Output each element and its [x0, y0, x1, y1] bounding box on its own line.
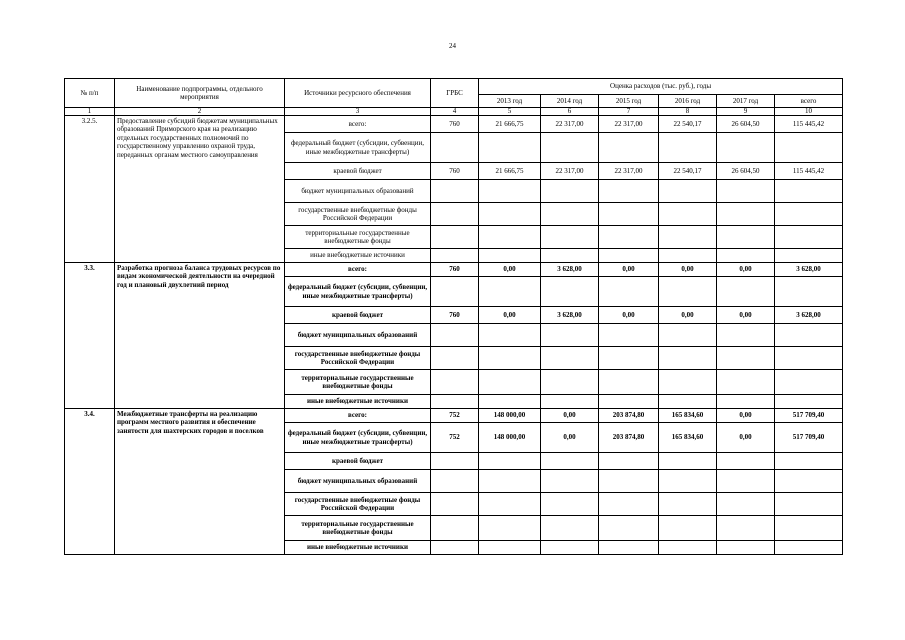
year-value: 26 604,50	[717, 116, 775, 133]
header-grbs: ГРБС	[431, 79, 479, 108]
total-value	[775, 493, 843, 516]
expenditure-table	[64, 78, 843, 555]
grbs-code: 760	[431, 307, 479, 324]
total-value: 3 628,00	[775, 263, 843, 277]
year-value	[659, 453, 717, 470]
year-value	[541, 226, 599, 249]
year-value: 148 000,00	[479, 409, 541, 423]
year-value: 0,00	[479, 307, 541, 324]
year-value	[541, 324, 599, 347]
year-value	[541, 370, 599, 395]
year-value: 26 604,50	[717, 163, 775, 180]
year-value: 165 834,60	[659, 409, 717, 423]
year-value	[659, 277, 717, 307]
year-value	[541, 347, 599, 370]
funding-source: федеральный бюджет (субсидии, субвенции, иные межбюджетные трансферты)	[285, 423, 431, 453]
header-year: 2017 год	[717, 95, 775, 108]
year-value	[599, 516, 659, 541]
year-value	[599, 370, 659, 395]
year-value	[659, 133, 717, 163]
year-value	[659, 470, 717, 493]
year-value: 203 874,80	[599, 423, 659, 453]
year-value	[717, 493, 775, 516]
grbs-code	[431, 493, 479, 516]
column-index: 7	[599, 108, 659, 116]
year-value	[479, 453, 541, 470]
year-value	[479, 249, 541, 263]
year-value	[599, 541, 659, 555]
funding-source: государственные внебюджетные фонды Российской Федерации	[285, 203, 431, 226]
year-value	[479, 180, 541, 203]
total-value	[775, 324, 843, 347]
item-name: Разработка прогноза баланса трудовых ресурсов по видам экономической деятельности на очередной год и плановый двухлетний период	[115, 263, 285, 409]
funding-source: территориальные государственные внебюджетные фонды	[285, 516, 431, 541]
year-value: 22 540,17	[659, 163, 717, 180]
funding-source: краевой бюджет	[285, 163, 431, 180]
year-value	[479, 347, 541, 370]
year-value	[541, 470, 599, 493]
grbs-code	[431, 395, 479, 409]
table-row	[65, 116, 843, 133]
year-value: 21 666,75	[479, 116, 541, 133]
year-value	[541, 493, 599, 516]
funding-source: иные внебюджетные источники	[285, 541, 431, 555]
year-value	[599, 180, 659, 203]
year-value	[659, 493, 717, 516]
year-value	[717, 347, 775, 370]
grbs-code	[431, 249, 479, 263]
column-index: 1	[65, 108, 115, 116]
year-value	[659, 347, 717, 370]
year-value: 22 317,00	[599, 116, 659, 133]
year-value	[599, 347, 659, 370]
item-number: 3.3.	[65, 263, 115, 409]
year-value	[599, 470, 659, 493]
year-value	[541, 516, 599, 541]
total-value	[775, 470, 843, 493]
total-value	[775, 541, 843, 555]
funding-source: территориальные государственные внебюджетные фонды	[285, 226, 431, 249]
funding-source: бюджет муниципальных образований	[285, 324, 431, 347]
year-value	[717, 226, 775, 249]
column-index: 9	[717, 108, 775, 116]
column-index-row	[65, 108, 843, 116]
year-value	[599, 395, 659, 409]
grbs-code: 760	[431, 263, 479, 277]
year-value	[659, 203, 717, 226]
funding-source: федеральный бюджет (субсидии, субвенции, иные межбюджетные трансферты)	[285, 277, 431, 307]
column-index: 8	[659, 108, 717, 116]
total-value	[775, 203, 843, 226]
total-value: 517 709,40	[775, 423, 843, 453]
year-value: 0,00	[599, 307, 659, 324]
total-value: 517 709,40	[775, 409, 843, 423]
year-value: 22 317,00	[541, 163, 599, 180]
grbs-code	[431, 470, 479, 493]
total-value	[775, 180, 843, 203]
year-value: 3 628,00	[541, 307, 599, 324]
item-number: 3.2.5.	[65, 116, 115, 263]
year-value	[659, 541, 717, 555]
year-value	[541, 277, 599, 307]
total-value	[775, 249, 843, 263]
year-value: 0,00	[541, 423, 599, 453]
year-value	[479, 133, 541, 163]
year-value	[541, 133, 599, 163]
funding-source: федеральный бюджет (субсидии, субвенции, иные межбюджетные трансферты)	[285, 133, 431, 163]
grbs-code: 752	[431, 409, 479, 423]
year-value	[479, 493, 541, 516]
year-value: 0,00	[599, 263, 659, 277]
column-index: 5	[479, 108, 541, 116]
year-value	[659, 180, 717, 203]
year-value	[479, 324, 541, 347]
table-row	[65, 409, 843, 423]
funding-source: территориальные государственные внебюджетные фонды	[285, 370, 431, 395]
year-value	[717, 133, 775, 163]
table-body	[65, 116, 843, 555]
funding-source: иные внебюджетные источники	[285, 249, 431, 263]
year-value	[599, 249, 659, 263]
year-value	[659, 370, 717, 395]
total-value: 3 628,00	[775, 307, 843, 324]
total-value	[775, 395, 843, 409]
total-value: 115 445,42	[775, 116, 843, 133]
year-value: 203 874,80	[599, 409, 659, 423]
header-source: Источники ресурсного обеспечения	[285, 79, 431, 108]
year-value	[541, 180, 599, 203]
year-value: 0,00	[479, 263, 541, 277]
funding-source: бюджет муниципальных образований	[285, 180, 431, 203]
year-value	[599, 226, 659, 249]
total-value	[775, 226, 843, 249]
grbs-code	[431, 277, 479, 307]
year-value	[541, 203, 599, 226]
grbs-code	[431, 541, 479, 555]
header-name: Наименование подпрограммы, отдельного мероприятия	[115, 79, 285, 108]
table-header	[65, 79, 843, 116]
year-value	[717, 370, 775, 395]
year-value	[479, 541, 541, 555]
total-value	[775, 453, 843, 470]
grbs-code	[431, 203, 479, 226]
table-row	[65, 263, 843, 277]
total-value	[775, 516, 843, 541]
header-year: 2016 год	[659, 95, 717, 108]
year-value: 0,00	[717, 423, 775, 453]
year-value	[717, 324, 775, 347]
header-year: 2013 год	[479, 95, 541, 108]
column-index: 10	[775, 108, 843, 116]
year-value: 22 317,00	[599, 163, 659, 180]
year-value	[659, 516, 717, 541]
year-value	[717, 470, 775, 493]
year-value: 3 628,00	[541, 263, 599, 277]
year-value: 148 000,00	[479, 423, 541, 453]
year-value	[717, 541, 775, 555]
year-value	[599, 277, 659, 307]
header-estimate: Оценка расходов (тыс. руб.), годы	[479, 79, 843, 95]
year-value	[659, 226, 717, 249]
grbs-code: 760	[431, 116, 479, 133]
header-year: 2015 год	[599, 95, 659, 108]
year-value: 0,00	[717, 409, 775, 423]
funding-source: государственные внебюджетные фонды Российской Федерации	[285, 347, 431, 370]
column-index: 2	[115, 108, 285, 116]
year-value	[479, 470, 541, 493]
year-value: 22 317,00	[541, 116, 599, 133]
grbs-code	[431, 226, 479, 249]
year-value	[717, 516, 775, 541]
total-value	[775, 347, 843, 370]
year-value	[599, 453, 659, 470]
year-value: 0,00	[659, 307, 717, 324]
year-value	[599, 133, 659, 163]
funding-source: иные внебюджетные источники	[285, 395, 431, 409]
year-value	[717, 249, 775, 263]
year-value	[479, 277, 541, 307]
funding-source: всего:	[285, 116, 431, 133]
year-value	[479, 516, 541, 541]
grbs-code	[431, 347, 479, 370]
year-value	[479, 395, 541, 409]
year-value	[717, 180, 775, 203]
grbs-code	[431, 370, 479, 395]
funding-source: краевой бюджет	[285, 307, 431, 324]
year-value	[717, 453, 775, 470]
year-value: 22 540,17	[659, 116, 717, 133]
year-value	[541, 249, 599, 263]
total-value	[775, 133, 843, 163]
item-name: Предоставление субсидий бюджетам муниципальных образований Приморского края на реализацию отдельных государственных полномочий по государственному управлению охраной труда, переданных органам местного самоуправления	[115, 116, 285, 263]
year-value	[599, 493, 659, 516]
year-value: 0,00	[717, 263, 775, 277]
year-value	[659, 395, 717, 409]
year-value	[717, 203, 775, 226]
year-value: 165 834,60	[659, 423, 717, 453]
header-no: № п/п	[65, 79, 115, 108]
year-value	[479, 370, 541, 395]
total-value	[775, 277, 843, 307]
grbs-code	[431, 453, 479, 470]
column-index: 6	[541, 108, 599, 116]
year-value: 0,00	[717, 307, 775, 324]
funding-source: краевой бюджет	[285, 453, 431, 470]
grbs-code	[431, 180, 479, 203]
column-index: 3	[285, 108, 431, 116]
grbs-code: 760	[431, 163, 479, 180]
year-value	[541, 541, 599, 555]
header-total: всего	[775, 95, 843, 108]
item-number: 3.4.	[65, 409, 115, 555]
grbs-code: 752	[431, 423, 479, 453]
grbs-code	[431, 324, 479, 347]
year-value: 0,00	[541, 409, 599, 423]
total-value	[775, 370, 843, 395]
year-value	[479, 203, 541, 226]
year-value	[599, 324, 659, 347]
funding-source: всего:	[285, 409, 431, 423]
year-value	[659, 249, 717, 263]
year-value	[541, 395, 599, 409]
year-value: 21 666,75	[479, 163, 541, 180]
year-value	[659, 324, 717, 347]
year-value	[717, 277, 775, 307]
funding-source: бюджет муниципальных образований	[285, 470, 431, 493]
year-value	[599, 203, 659, 226]
page-number: 24	[449, 42, 456, 50]
grbs-code	[431, 133, 479, 163]
item-name: Межбюджетные трансферты на реализацию программ местного развития и обеспечение занятости для шахтерских городов и поселков	[115, 409, 285, 555]
header-year: 2014 год	[541, 95, 599, 108]
column-index: 4	[431, 108, 479, 116]
year-value	[541, 453, 599, 470]
year-value: 0,00	[659, 263, 717, 277]
grbs-code	[431, 516, 479, 541]
funding-source: всего:	[285, 263, 431, 277]
year-value	[717, 395, 775, 409]
year-value	[479, 226, 541, 249]
funding-source: государственные внебюджетные фонды Российской Федерации	[285, 493, 431, 516]
total-value: 115 445,42	[775, 163, 843, 180]
